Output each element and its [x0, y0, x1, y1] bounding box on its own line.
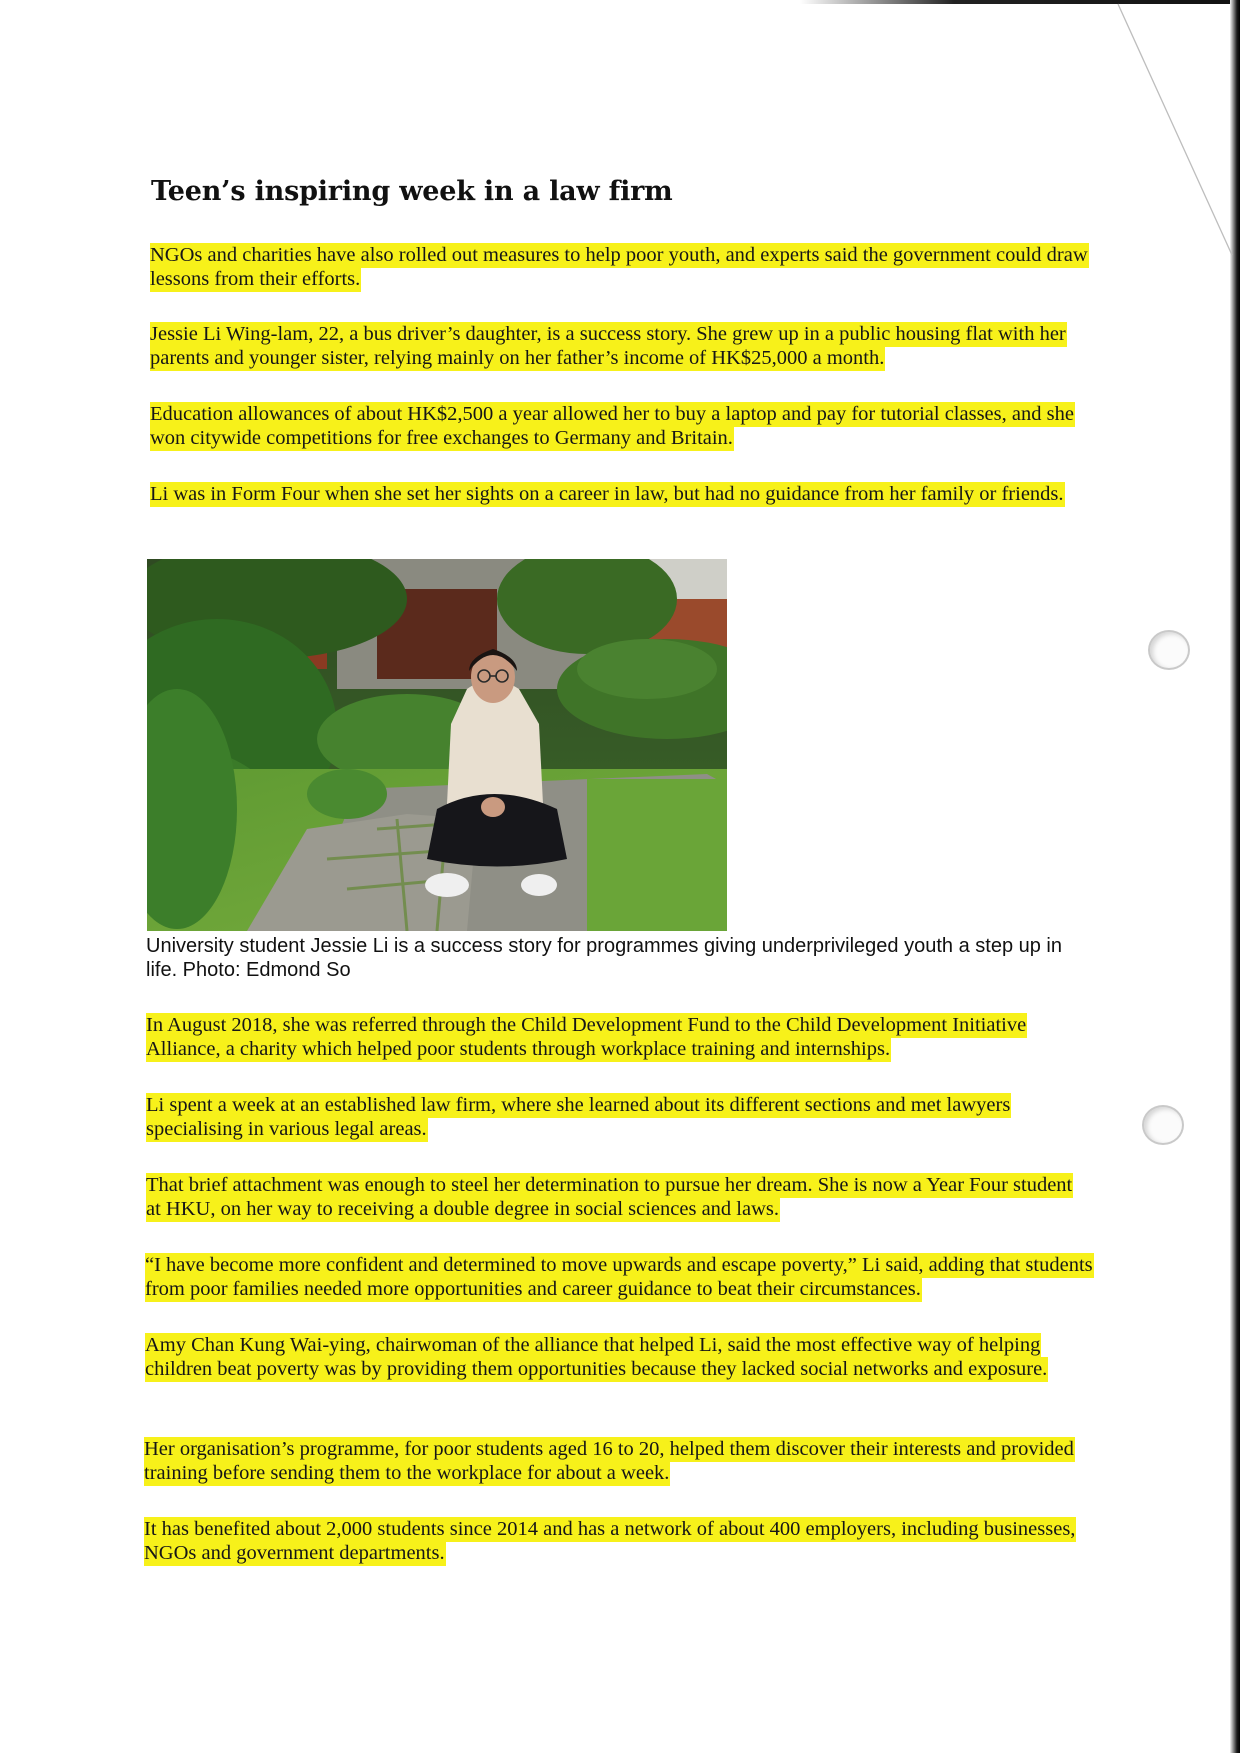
article-paragraph-2: Jessie Li Wing-lam, 22, a bus driver’s daughter, is a success story. She grew up in a public housing flat with her parents and younger sister, relying mainly on her father’s income of HK$25,000 a month.: [150, 323, 1066, 369]
article-paragraph-7: That brief attachment was enough to steel her determination to pursue her dream. She is now a Year Four student at HKU, on her way to receiving a double degree in social sciences and laws.: [146, 1174, 1073, 1220]
article-paragraph-6: Li spent a week at an established law firm, where she learned about its different sections and met lawyers specialising in various legal areas.: [146, 1094, 1011, 1140]
article-paragraph-8: “I have become more confident and determined to move upwards and escape poverty,” Li said, adding that students from poor families needed more opportunities and career guidance to beat their circumstances.: [145, 1254, 1093, 1300]
article-paragraph-10: Her organisation’s programme, for poor students aged 16 to 20, helped them discover their interests and provided training before sending them to the workplace for about a week.: [144, 1438, 1074, 1484]
article-title: Teen’s inspiring week in a law firm: [151, 176, 673, 207]
scan-right-edge: [1230, 0, 1240, 1753]
scan-top-edge: [800, 0, 1240, 4]
article-paragraph-4: Li was in Form Four when she set her sights on a career in law, but had no guidance from her family or friends.: [150, 483, 1064, 505]
article-paragraph-11: It has benefited about 2,000 students since 2014 and has a network of about 400 employers, including businesses, NGOs and government departments.: [144, 1518, 1076, 1564]
article-photo: [147, 559, 727, 931]
article-paragraph-1: NGOs and charities have also rolled out measures to help poor youth, and experts said the government could draw lessons from their efforts.: [150, 244, 1088, 290]
article-paragraph-5: In August 2018, she was referred through the Child Development Fund to the Child Development Initiative Alliance, a charity which helped poor students through workplace training and internships.: [146, 1014, 1027, 1060]
punch-hole-bottom: [1142, 1105, 1184, 1145]
article-paragraph-3: Education allowances of about HK$2,500 a year allowed her to buy a laptop and pay for tutorial classes, and she won citywide competitions for free exchanges to Germany and Britain.: [150, 403, 1074, 449]
article-paragraph-9: Amy Chan Kung Wai-ying, chairwoman of the alliance that helped Li, said the most effective way of helping children beat poverty was by providing them opportunities because they lacked social networks and exposure.: [145, 1334, 1048, 1380]
punch-hole-top: [1148, 630, 1190, 670]
photo-jessie-li-garden: [147, 559, 727, 931]
photo-caption: University student Jessie Li is a success story for programmes giving underprivileged youth a step up in life. Photo: Edmond So: [146, 935, 1062, 981]
